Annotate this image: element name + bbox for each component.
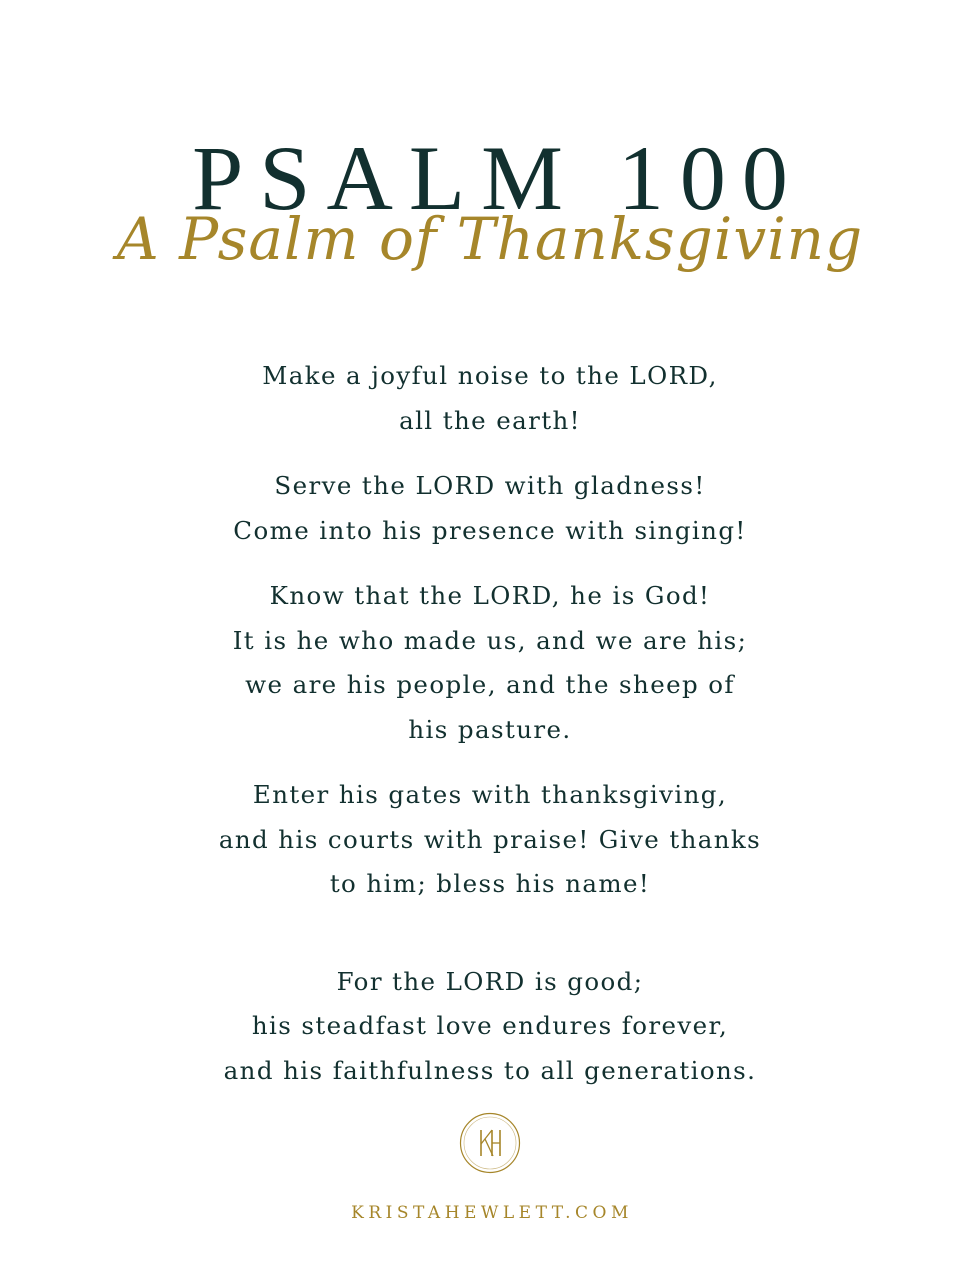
- verse-line: to him; bless his name!: [329, 869, 651, 898]
- verse-line: and his courts with praise! Give thanks: [218, 824, 762, 854]
- verse-line: Make a joyful noise to the LORD,: [262, 361, 718, 390]
- verse-line: and his faithfulness to all generations.: [223, 1055, 757, 1085]
- verse-line: Enter his gates with thanksgiving,: [252, 780, 728, 809]
- stanza-5: [0, 960, 980, 1094]
- verse-line: Come into his presence with singing!: [233, 515, 747, 545]
- verse-line: It is he who made us, and we are his;: [232, 625, 748, 655]
- verse-line: Know that the LORD, he is God!: [269, 581, 711, 610]
- verse-line: For the LORD is good;: [336, 966, 644, 996]
- verse-line: we are his people, and the sheep of: [245, 670, 735, 699]
- psalm-verses: [0, 354, 980, 1114]
- stanza-4: [0, 773, 980, 907]
- stanza-2: [0, 464, 980, 553]
- stanza-1: [0, 354, 980, 443]
- verse-line: Serve the LORD with gladness!: [274, 471, 706, 500]
- verse-line: his pasture.: [408, 714, 572, 744]
- website-url: KRISTAHEWLETT.COM: [351, 1203, 633, 1223]
- stanza-3: [0, 574, 980, 752]
- page-title: PSALM 100: [192, 126, 804, 229]
- kh-monogram-logo-icon: [459, 1112, 521, 1174]
- page-subtitle: A Psalm of Thanksgiving: [116, 205, 864, 273]
- verse-line: all the earth!: [399, 405, 581, 435]
- verse-line: his steadfast love endures forever,: [251, 1011, 729, 1040]
